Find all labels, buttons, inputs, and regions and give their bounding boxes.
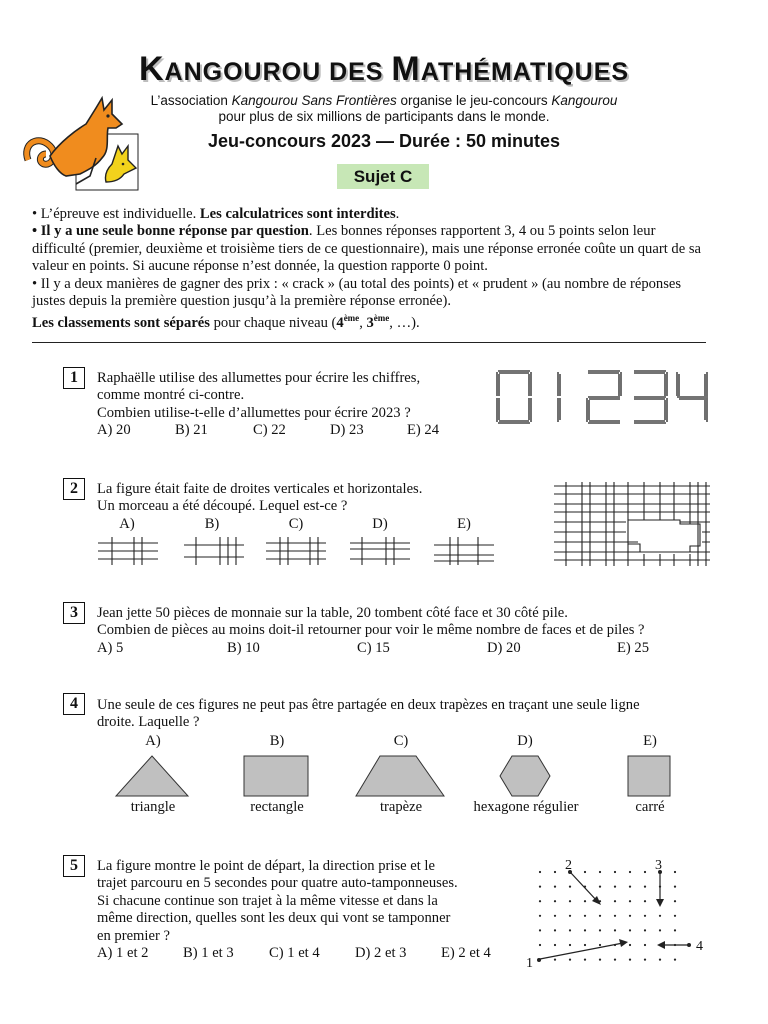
- grid-dot: [584, 900, 586, 902]
- grid-dot: [659, 915, 661, 917]
- hexagon-shape: [500, 756, 550, 796]
- answer-option[interactable]: D) 2 et 3: [355, 945, 407, 962]
- title-part-2: ATHÉMATIQUES: [420, 58, 630, 86]
- shapes-figure: [110, 752, 680, 798]
- grid-dot: [554, 900, 556, 902]
- grid-dot: [599, 929, 601, 931]
- square-shape: [628, 756, 670, 796]
- option-label-a[interactable]: A): [119, 516, 135, 532]
- grid-dot: [584, 915, 586, 917]
- grid-dot: [659, 929, 661, 931]
- grid-dot: [674, 929, 676, 931]
- question-number-5: 5: [63, 855, 85, 877]
- option-label-c[interactable]: C): [393, 733, 409, 749]
- grid-dot: [539, 871, 541, 873]
- grid-dot: [674, 900, 676, 902]
- shape-name-rectangle: rectangle: [250, 799, 304, 815]
- answer-option[interactable]: E) 25: [617, 639, 650, 656]
- car-1-arrowhead: [619, 939, 628, 947]
- grid-dot: [629, 915, 631, 917]
- car-4-start: [687, 943, 691, 947]
- grid-dot: [569, 944, 571, 946]
- grid-dot: [629, 944, 631, 946]
- grid-dot: [539, 929, 541, 931]
- grid-dot: [569, 929, 571, 931]
- grid-dot: [629, 929, 631, 931]
- rule-2: • Il y a une seule bonne réponse par question. Les bonnes réponses rapportent 3, 4 ou 5 points selon leur difficulté (premier, deuxième et troisième tiers de ce questionnaire), mais une réponse erronée coûte un quart de sa valeur en points. Si aucune réponse n’est donnée, la question rapporte 0 point.: [32, 223, 701, 275]
- answer-option[interactable]: B) 21: [175, 422, 208, 439]
- grid-dot: [644, 871, 646, 873]
- separator-line: [32, 342, 706, 343]
- rule-1: • L’épreuve est individuelle. Les calculatrices sont interdites.: [32, 206, 400, 222]
- association-text: [0, 93, 768, 125]
- option-label-d[interactable]: D): [372, 516, 388, 532]
- answer-option[interactable]: B) 10: [227, 639, 260, 656]
- answer-option[interactable]: C) 22: [253, 422, 286, 439]
- grid-dot: [539, 900, 541, 902]
- car-4-arrowhead: [657, 941, 665, 949]
- option-label-e[interactable]: E): [457, 516, 471, 532]
- grid-dot: [599, 915, 601, 917]
- rules-section: [32, 206, 712, 333]
- answer-option[interactable]: A) 20: [97, 422, 131, 439]
- car-label-1: 1: [526, 956, 533, 971]
- grid-dot: [629, 900, 631, 902]
- car-3-arrowhead: [656, 899, 664, 907]
- grid-dot: [554, 959, 556, 961]
- car-2-path: [571, 873, 598, 902]
- grid-dot: [614, 900, 616, 902]
- car-label-4: 4: [696, 939, 703, 954]
- grid-dot: [614, 959, 616, 961]
- rule-3: • Il y a deux manières de gagner des prix : « crack » (au total des points) et « prudent » (au nombre de réponses justes depuis la première question jusqu’à la première réponse erronée).: [32, 275, 682, 310]
- grid-dot: [554, 944, 556, 946]
- car-label-3: 3: [655, 858, 662, 873]
- grid-dot: [554, 886, 556, 888]
- option-label-c[interactable]: C): [288, 516, 304, 532]
- bumper-cars-figure: [524, 856, 714, 972]
- grid-dot: [674, 871, 676, 873]
- grid-dot: [629, 871, 631, 873]
- option-label-b[interactable]: B): [269, 733, 285, 749]
- grid-dot: [659, 959, 661, 961]
- question-number-2: 2: [63, 478, 85, 500]
- question-1-text: Raphaëlle utilise des allumettes pour écrire les chiffres, comme montré ci-contre. Combien utilise-t-elle d’allumettes pour écrire 2023 ? A) 20 B) 21 C) 22 D) 23 E) 24: [97, 370, 477, 440]
- grid-dot: [599, 944, 601, 946]
- matchstick-digits-figure: [494, 368, 710, 426]
- question-number-3: 3: [63, 602, 85, 624]
- grid-dot: [599, 886, 601, 888]
- grid-dot: [554, 929, 556, 931]
- rule-4: Les classements sont séparés pour chaque niveau (4ème, 3ème, …).: [32, 313, 420, 332]
- question-5-text: La figure montre le point de départ, la direction prise et le trajet parcouru en 5 secondes pour quatre auto-tamponneuses. Si chacune continue son trajet à la même vitesse et dans la même direction, quelles sont les deux qui vont se tamponner en premier ? A) 1 et 2 B) 1 et 3 C) 1 et 4 D) 2 et 3 E) 2 et 4: [97, 858, 517, 962]
- grid-pieces-figure: [96, 535, 506, 567]
- grid-dot: [644, 886, 646, 888]
- grid-dot: [629, 886, 631, 888]
- shape-name-hexagon: hexagone régulier: [473, 799, 579, 815]
- shape-name-trapezoid: trapèze: [379, 799, 423, 815]
- title-part-1: ANGOUROU DES: [164, 58, 392, 86]
- grid-dot: [539, 886, 541, 888]
- grid-dot: [614, 915, 616, 917]
- grid-dot: [539, 944, 541, 946]
- car-1-start: [537, 958, 541, 962]
- grid-dot: [644, 959, 646, 961]
- question-4-text: Une seule de ces figures ne peut pas être partagée en deux trapèzes en traçant une seule ligne droite. Laquelle ?: [97, 697, 640, 731]
- answer-option[interactable]: E) 2 et 4: [441, 945, 491, 962]
- grid-dot: [539, 915, 541, 917]
- title-letter-m: M: [391, 50, 421, 88]
- question-number-1: 1: [63, 367, 85, 389]
- contest-subtitle: Jeu-concours 2023 — Durée : 50 minutes: [207, 131, 561, 151]
- grid-dot: [584, 959, 586, 961]
- answer-option[interactable]: D) 23: [330, 422, 364, 439]
- grid-dot: [644, 929, 646, 931]
- grid-dot: [569, 886, 571, 888]
- rectangle-shape: [244, 756, 308, 796]
- grid-dot: [599, 871, 601, 873]
- option-label-b[interactable]: B): [204, 516, 220, 532]
- grid-dot: [614, 871, 616, 873]
- grid-dot: [644, 915, 646, 917]
- answer-option[interactable]: C) 15: [357, 639, 390, 656]
- car-1-path: [540, 943, 623, 959]
- trapezoid-shape: [356, 756, 444, 796]
- shape-name-square: carré: [635, 799, 665, 815]
- grid-dot: [614, 929, 616, 931]
- grid-dot: [584, 944, 586, 946]
- grid-dot: [674, 886, 676, 888]
- title-letter-k: K: [138, 50, 165, 88]
- option-label-a[interactable]: A): [145, 733, 161, 749]
- grid-dot: [569, 959, 571, 961]
- option-label-e[interactable]: E): [643, 733, 657, 749]
- answer-option[interactable]: D) 20: [487, 639, 521, 656]
- grid-dot: [614, 886, 616, 888]
- answer-option[interactable]: B) 1 et 3: [183, 945, 234, 962]
- car-label-2: 2: [565, 858, 572, 873]
- question-number-4: 4: [63, 693, 85, 715]
- grid-dot: [674, 915, 676, 917]
- question-1-answers: [97, 422, 477, 439]
- question-3-answers: [97, 640, 737, 657]
- association-line-1: L’association Kangourou Sans Frontières organise le jeu-concours Kangourou: [150, 93, 618, 108]
- grid-dot: [554, 871, 556, 873]
- grid-dot: [644, 900, 646, 902]
- answer-option[interactable]: A) 5: [97, 639, 124, 656]
- shape-name-triangle: triangle: [130, 799, 176, 815]
- question-3-text: Jean jette 50 pièces de monnaie sur la table, 20 tombent côté face et 30 côté pile. Combien de pièces au moins doit-il retourner pour voir le même nombre de faces et de piles ? A) 5 B) 10 C) 15 D) 20 E) 25: [97, 605, 737, 657]
- grid-dot: [584, 929, 586, 931]
- triangle-shape: [116, 756, 188, 796]
- grid-dot: [674, 959, 676, 961]
- grid-dot: [644, 944, 646, 946]
- grid-dot: [629, 959, 631, 961]
- page-title: [0, 50, 768, 89]
- grid-dot: [569, 900, 571, 902]
- answer-option[interactable]: E) 24: [407, 422, 440, 439]
- grid-dot: [584, 871, 586, 873]
- subject-badge: Sujet C: [337, 164, 429, 189]
- grid-dot: [554, 915, 556, 917]
- answer-option[interactable]: A) 1 et 2: [97, 945, 149, 962]
- option-label-d[interactable]: D): [517, 733, 533, 749]
- grid-dot: [599, 959, 601, 961]
- question-5-answers: [97, 945, 517, 962]
- answer-option[interactable]: C) 1 et 4: [269, 945, 320, 962]
- association-line-2: pour plus de six millions de participants dans le monde.: [218, 109, 550, 124]
- question-2-text: La figure était faite de droites verticales et horizontales. Un morceau a été découpé. Lequel est-ce ?: [97, 481, 423, 515]
- cut-grid-figure: [552, 480, 712, 568]
- grid-dot: [569, 915, 571, 917]
